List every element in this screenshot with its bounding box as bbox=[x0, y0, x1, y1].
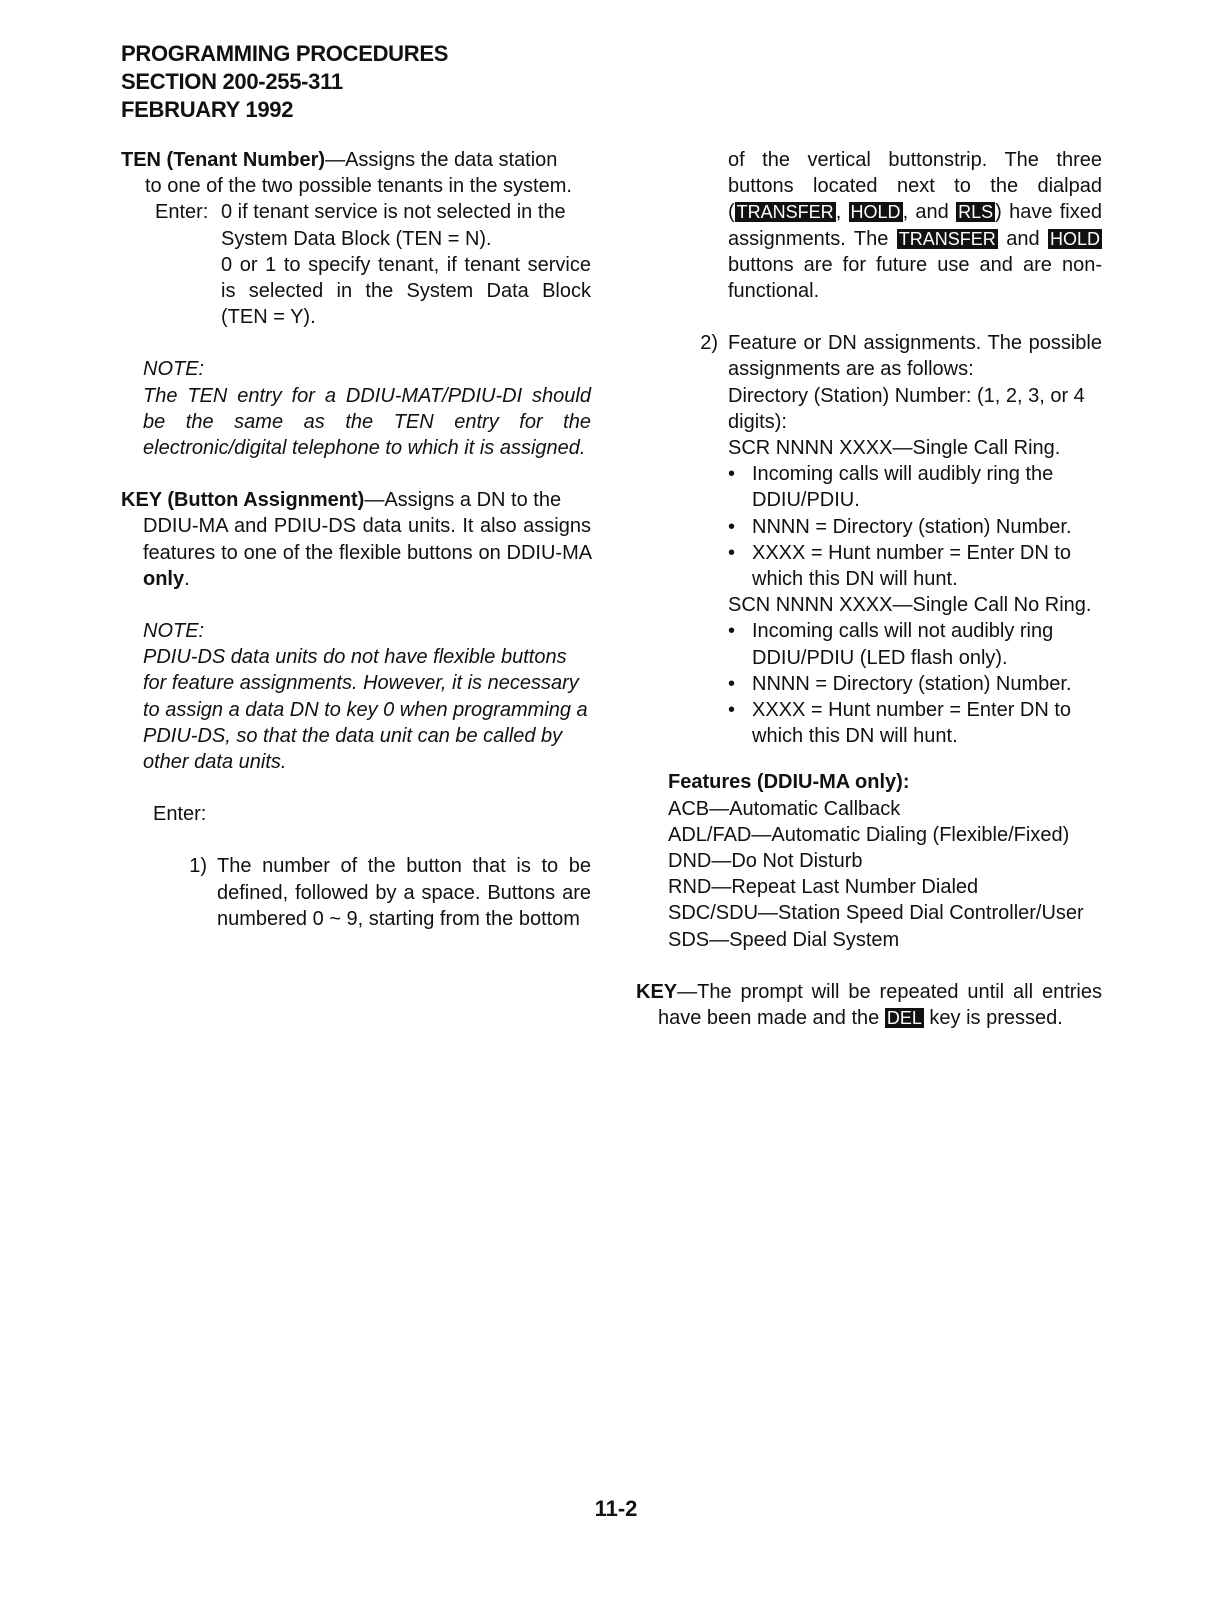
header-line-1: PROGRAMMING PROCEDURES bbox=[121, 41, 449, 66]
buttonstrip-text-2: ) have fixed assignments. The bbox=[728, 201, 1102, 250]
list-item bbox=[636, 697, 1102, 749]
list-item-2-number: 2) bbox=[700, 332, 718, 355]
ten-enter-option-2: 0 or 1 to specify tenant, if tenant service is selected in the System Data Block (TEN = Y). bbox=[221, 253, 591, 329]
bullet-icon: • bbox=[728, 620, 736, 643]
features-heading: Features (DDIU-MA only): bbox=[668, 771, 910, 794]
key-desc-end: . bbox=[184, 567, 190, 590]
list-item-2 bbox=[636, 330, 1102, 382]
scn-bullet-2: NNNN = Directory (station) Number. bbox=[752, 672, 1072, 695]
bullet-icon: • bbox=[728, 672, 736, 695]
key-desc-1: —Assigns a DN to the bbox=[364, 489, 562, 512]
list-item bbox=[636, 671, 1102, 697]
list-item bbox=[636, 461, 1102, 513]
feature-item: ACB—Automatic Callback bbox=[668, 797, 901, 820]
header-line-2: SECTION 200-255-311 bbox=[121, 69, 343, 94]
scr-bullet-1: Incoming calls will audibly ring the DDIU/PDIU. bbox=[752, 463, 1054, 512]
ten-enter-row bbox=[121, 199, 591, 225]
ten-paragraph bbox=[121, 147, 591, 173]
scn-bullet-3: XXXX = Hunt number = Enter DN to which this DN will hunt. bbox=[752, 699, 1072, 748]
features-block bbox=[636, 769, 1102, 952]
feature-item: SDC/SDU—Station Speed Dial Controller/User bbox=[668, 902, 1084, 925]
key-repeat-text-1: —The prompt will be repeated until all entries have been made and the bbox=[658, 980, 1102, 1030]
list-item bbox=[636, 514, 1102, 540]
key-repeat-text-2: key is pressed. bbox=[923, 1007, 1063, 1030]
note-1-text: The TEN entry for a DDIU-MAT/PDIU-DI should be the same as the TEN entry for the electronic/digital telephone to which it is assigned. bbox=[143, 384, 591, 460]
ten-enter-option-1a: 0 if tenant service is not selected in the bbox=[221, 201, 566, 224]
scn-bullet-1: Incoming calls will not audibly ring DDIU/PDIU (LED flash only). bbox=[752, 620, 1054, 669]
scn-bullet-list bbox=[636, 618, 1102, 749]
feature-item: RND—Repeat Last Number Dialed bbox=[668, 876, 979, 899]
buttonstrip-paragraph bbox=[636, 147, 1102, 304]
key-term: KEY (Button Assignment) bbox=[121, 489, 365, 512]
left-column bbox=[121, 147, 591, 932]
scr-bullet-2: NNNN = Directory (station) Number. bbox=[752, 515, 1072, 538]
list-item-2-text: Feature or DN assignments. The possible assignments are as follows: bbox=[728, 332, 1102, 381]
bullet-icon: • bbox=[728, 515, 736, 538]
transfer-key-2: TRANSFER bbox=[898, 228, 996, 249]
hold-key-2: HOLD bbox=[1049, 228, 1100, 249]
list-item bbox=[636, 618, 1102, 670]
ten-enter-label: Enter: bbox=[155, 201, 209, 224]
bullet-icon: • bbox=[728, 541, 736, 564]
key-paragraph bbox=[121, 487, 591, 513]
enter-label: Enter: bbox=[153, 803, 207, 826]
scr-bullet-list bbox=[636, 461, 1102, 592]
key-repeat-paragraph bbox=[636, 979, 1102, 1031]
list-item-1-text: The number of the button that is to be defined, followed by a space. Buttons are numbered 0 ~ 9, starting from the bottom bbox=[217, 855, 591, 930]
buttonstrip-text-1: of the vertical buttonstrip. The three buttons located next to the dialpad ( bbox=[728, 149, 1102, 224]
scr-line: SCR NNNN XXXX—Single Call Ring. bbox=[728, 437, 1061, 460]
list-item bbox=[636, 540, 1102, 592]
sep-2: , and bbox=[902, 201, 957, 224]
ten-enter-option-1b: System Data Block (TEN = N). bbox=[221, 227, 492, 250]
list-item-1-number: 1) bbox=[189, 855, 207, 878]
feature-item: SDS—Speed Dial System bbox=[668, 928, 900, 951]
ten-term: TEN (Tenant Number) bbox=[121, 149, 326, 171]
feature-item: DND—Do Not Disturb bbox=[668, 850, 863, 873]
transfer-key: TRANSFER bbox=[736, 202, 834, 223]
list-item-1 bbox=[121, 853, 591, 932]
ten-desc-2: to one of the two possible tenants in the system. bbox=[145, 175, 572, 198]
bullet-icon: • bbox=[728, 463, 736, 486]
key-only: only bbox=[143, 567, 185, 590]
key-desc-2-wrap bbox=[121, 513, 591, 592]
buttonstrip-text-4: buttons are for future use and are non-functional. bbox=[728, 253, 1102, 303]
rls-key: RLS bbox=[958, 202, 994, 223]
key-repeat-term: KEY bbox=[636, 980, 678, 1003]
feature-item: ADL/FAD—Automatic Dialing (Flexible/Fixed) bbox=[668, 823, 1070, 846]
bullet-icon: • bbox=[728, 699, 736, 722]
buttonstrip-text-3: and bbox=[997, 227, 1048, 250]
scn-line: SCN NNNN XXXX—Single Call No Ring. bbox=[728, 594, 1092, 617]
note-2-text: PDIU-DS data units do not have flexible buttons for feature assignments. However, it is necessary to assign a data DN to key 0 when programming a PDIU-DS, so that the data unit can be called by other data units. bbox=[143, 646, 588, 774]
header-line-3: FEBRUARY 1992 bbox=[121, 97, 294, 122]
key-desc-2: DDIU-MA and PDIU-DS data units. It also assigns features to one of the flexible buttons on DDIU-MA bbox=[143, 515, 591, 564]
document-header bbox=[121, 40, 448, 124]
note-1-label: NOTE: bbox=[143, 358, 205, 381]
note-2-label: NOTE: bbox=[143, 620, 205, 643]
right-column bbox=[636, 147, 1102, 1031]
scr-bullet-3: XXXX = Hunt number = Enter DN to which this DN will hunt. bbox=[752, 541, 1072, 591]
hold-key: HOLD bbox=[850, 202, 901, 223]
directory-line: Directory (Station) Number: (1, 2, 3, or 4 digits): bbox=[728, 384, 1085, 433]
sep-1: , bbox=[835, 201, 849, 224]
page-number: 11-2 bbox=[594, 1496, 638, 1521]
del-key: DEL bbox=[886, 1008, 922, 1029]
ten-desc-1: —Assigns the data station bbox=[325, 149, 558, 171]
